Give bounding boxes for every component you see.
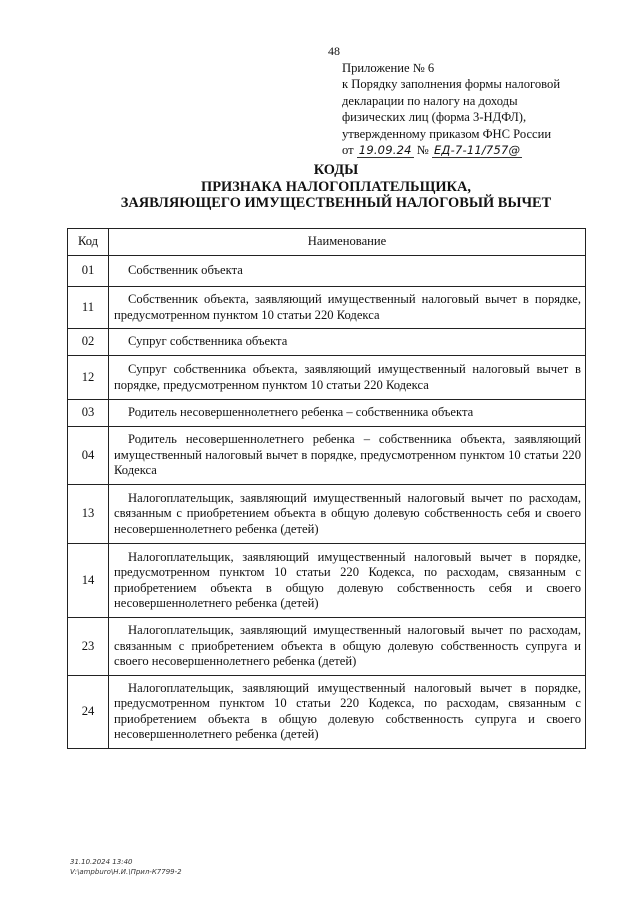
row-name: Собственник объекта, заявляющий имущественный налоговый вычет в порядке, предусмотренном пунктом 10 статьи 220 Кодекса bbox=[109, 287, 586, 329]
appendix-block bbox=[342, 60, 632, 158]
table-header-row bbox=[68, 229, 586, 256]
header-code: Код bbox=[68, 229, 109, 256]
row-name: Налогоплательщик, заявляющий имущественный налоговый вычет в порядке, предусмотренном пунктом 10 статьи 220 Кодекса, по расходам, связанным с приобретением объекта в общую долевую собственность супруга и своего несовершеннолетнего ребенка (детей) bbox=[109, 676, 586, 749]
appendix-line: к Порядку заполнения формы налоговой bbox=[342, 77, 561, 92]
table-row bbox=[68, 676, 586, 749]
title-line: ЗАЯВЛЯЮЩЕГО ИМУЩЕСТВЕННЫЙ НАЛОГОВЫЙ ВЫЧЕТ bbox=[120, 195, 552, 211]
table-row bbox=[68, 544, 586, 618]
table-row bbox=[68, 618, 586, 676]
appendix-line: утвержденному приказом ФНС России bbox=[342, 126, 552, 141]
appendix-line: Приложение № 6 bbox=[342, 61, 435, 75]
title-line: КОДЫ bbox=[313, 162, 359, 178]
table-row bbox=[68, 485, 586, 544]
footer-stamp bbox=[70, 857, 182, 877]
codes-table bbox=[67, 228, 586, 749]
row-code: 24 bbox=[68, 676, 109, 749]
row-name: Налогоплательщик, заявляющий имущественный налоговый вычет по расходам, связанным с приобретением объекта в общую долевую собственность себя и своего несовершеннолетнего ребенка (детей) bbox=[109, 485, 586, 544]
row-name: Супруг собственника объекта bbox=[109, 329, 586, 356]
order-line bbox=[342, 142, 632, 158]
order-number: ЕД-7-11/757@ bbox=[433, 143, 521, 158]
title-line: ПРИЗНАКА НАЛОГОПЛАТЕЛЬЩИКА, bbox=[201, 178, 471, 195]
table-row bbox=[68, 427, 586, 485]
footer-reference: V:\ampburo\Н.И.\Прил-К7799-2 bbox=[70, 868, 182, 876]
row-name: Супруг собственника объекта, заявляющий имущественный налоговый вычет в порядке, предусмотренном пунктом 10 статьи 220 Кодекса bbox=[109, 356, 586, 400]
header-name: Наименование bbox=[109, 229, 586, 256]
table-row bbox=[68, 400, 586, 427]
document-title bbox=[60, 162, 612, 212]
row-name: Налогоплательщик, заявляющий имущественный налоговый вычет в порядке, предусмотренном пунктом 10 статьи 220 Кодекса, по расходам, связанным с приобретением объекта в общую долевую собственность себя и своего несовершеннолетнего ребенка (детей) bbox=[109, 544, 586, 618]
row-code: 02 bbox=[68, 329, 109, 356]
order-prefix: от bbox=[342, 143, 354, 158]
row-code: 23 bbox=[68, 618, 109, 676]
row-code: 12 bbox=[68, 356, 109, 400]
appendix-line: физических лиц (форма 3-НДФЛ), bbox=[342, 110, 527, 125]
table-row bbox=[68, 356, 586, 400]
order-date: 19.09.24 bbox=[358, 143, 412, 158]
page-number: 48 bbox=[328, 44, 340, 58]
row-code: 13 bbox=[68, 485, 109, 544]
appendix-line: декларации по налогу на доходы bbox=[342, 93, 518, 108]
table-row bbox=[68, 256, 586, 287]
row-code: 01 bbox=[68, 256, 109, 287]
row-name: Собственник объекта bbox=[109, 256, 586, 287]
table-row bbox=[68, 329, 586, 356]
order-number-label: № bbox=[416, 143, 429, 158]
row-name: Родитель несовершеннолетнего ребенка – собственника объекта bbox=[109, 400, 586, 427]
row-code: 14 bbox=[68, 544, 109, 618]
row-code: 04 bbox=[68, 427, 109, 485]
row-code: 03 bbox=[68, 400, 109, 427]
row-code: 11 bbox=[68, 287, 109, 329]
row-name: Налогоплательщик, заявляющий имущественный налоговый вычет по расходам, связанным с приобретением объекта в общую долевую собственность супруга и своего несовершеннолетнего ребенка (детей) bbox=[109, 618, 586, 676]
table-row bbox=[68, 287, 586, 329]
footer-timestamp: 31.10.2024 13:40 bbox=[70, 858, 133, 866]
row-name: Родитель несовершеннолетнего ребенка – собственника объекта, заявляющий имущественный налоговый вычет в порядке, предусмотренном пунктом 10 статьи 220 Кодекса bbox=[109, 427, 586, 485]
